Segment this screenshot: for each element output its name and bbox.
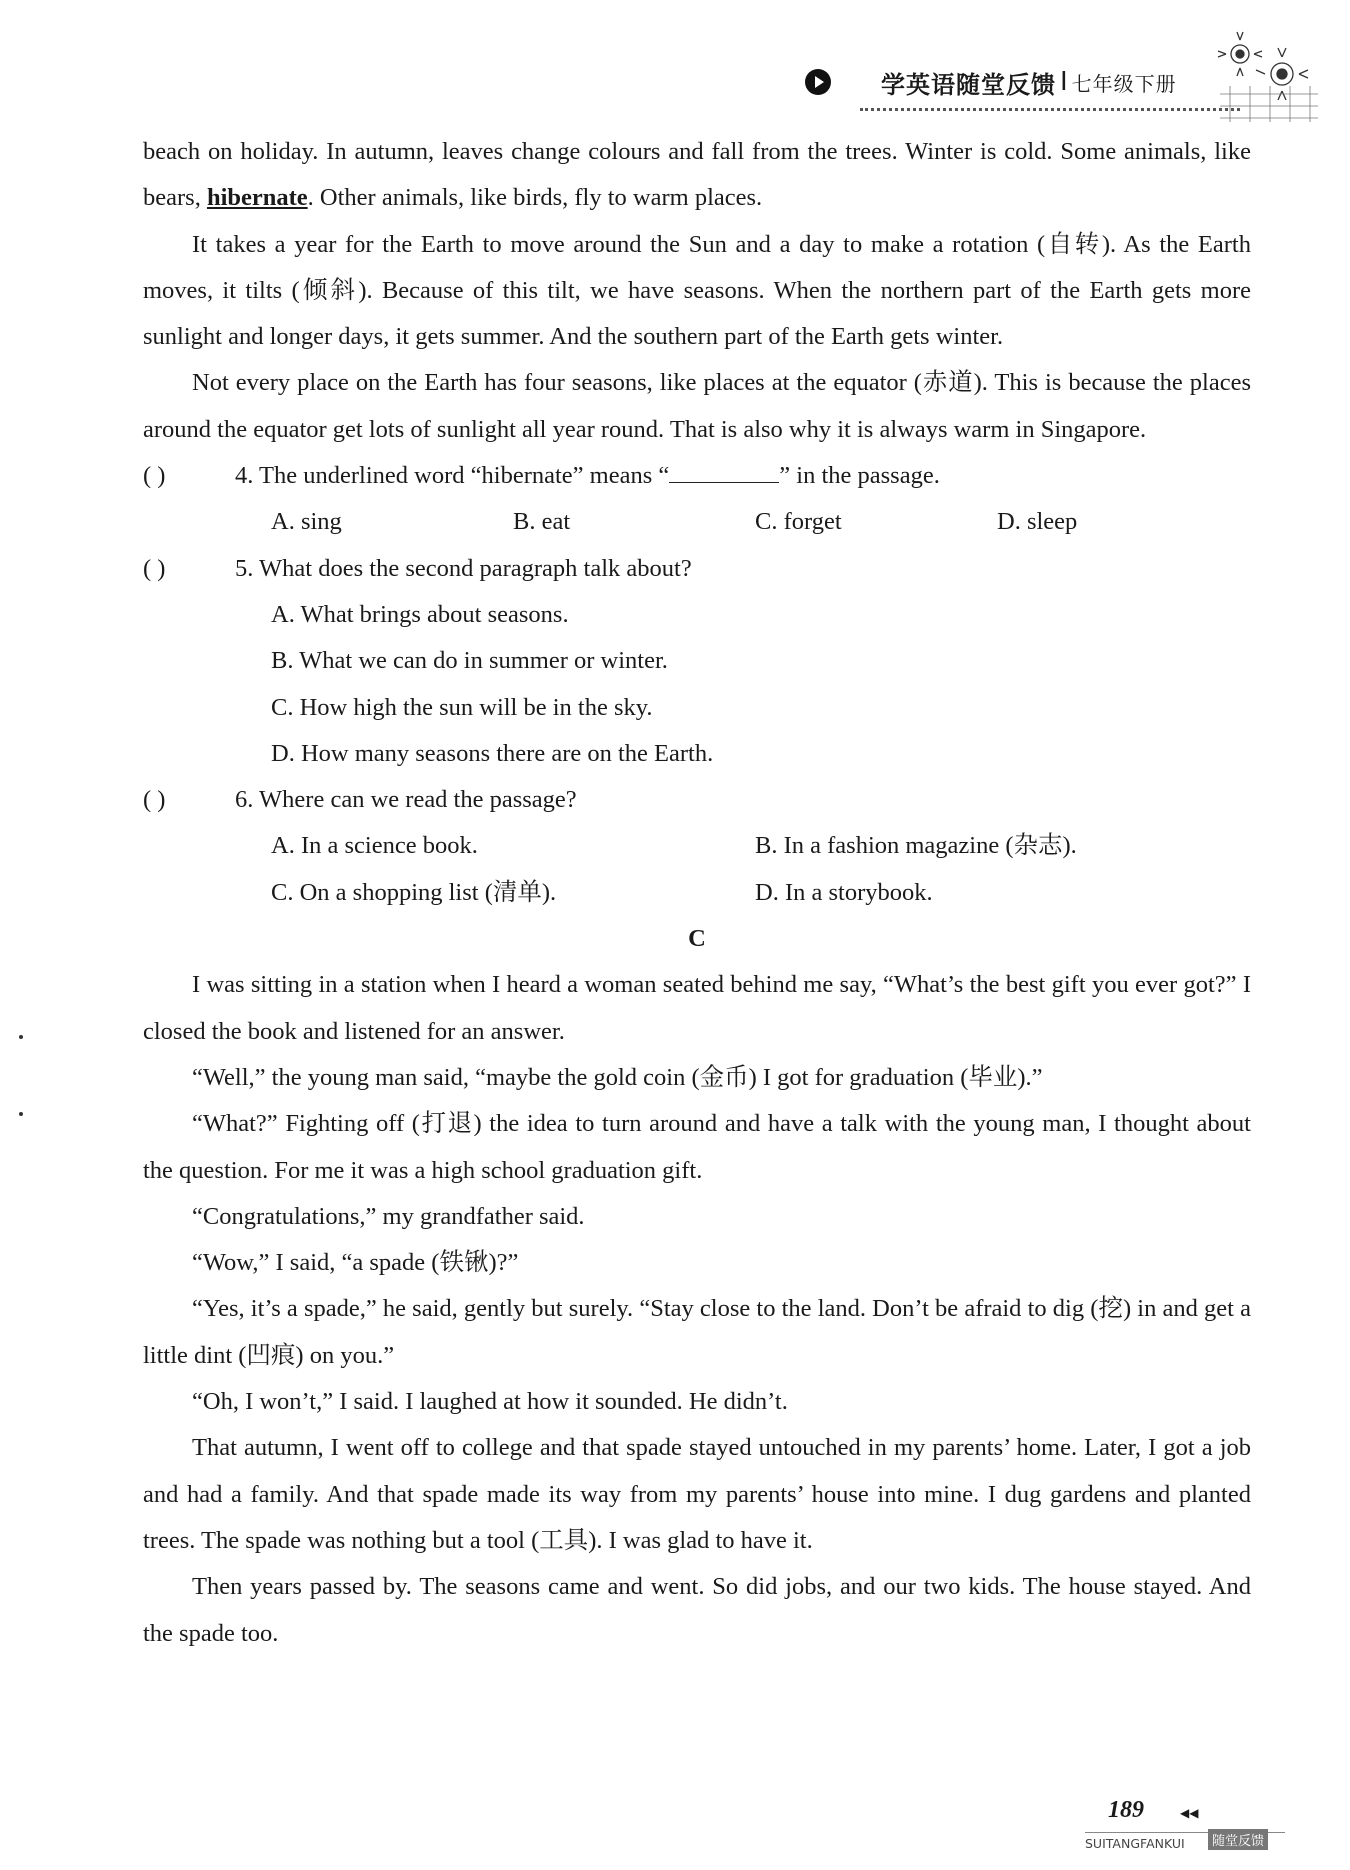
passage-c-paragraph: “Congratulations,” my grandfather said. <box>192 1202 585 1230</box>
passage-c-paragraph: “Wow,” I said, “a spade (铁锹)?” <box>192 1249 519 1277</box>
question-stem-end: ” in the passage. <box>779 462 940 490</box>
margin-dot <box>19 1035 23 1039</box>
header-separator: I <box>1060 67 1068 97</box>
passage-b-paragraph-2: It takes a year for the Earth to move around the Sun and a day to make a rotation (自转). As the Earth moves, it tilts (倾斜). Because of this tilt, we have seasons. When the northern part of the Earth gets more sunlight and longer days, it gets summer. And the southern part of the Earth gets winter. <box>143 230 1251 351</box>
passage-c-paragraph: “What?” Fighting off (打退) the idea to turn around and have a talk with the young man, I thought about the question. For me it was a high school graduation gift. <box>143 1110 1251 1184</box>
page-body <box>143 129 1251 1657</box>
option-a: A. sing <box>271 508 342 536</box>
question-4-options <box>271 499 1251 545</box>
option-d: D. sleep <box>997 508 1078 536</box>
question-4 <box>143 453 1251 499</box>
option-b: B. In a fashion magazine (杂志). <box>755 832 1077 860</box>
passage-c-paragraph: “Yes, it’s a spade,” he said, gently but surely. “Stay close to the land. Don’t be afraid to dig (挖) in and get a little dint (凹痕) on you.” <box>143 1295 1251 1369</box>
option-c: C. How high the sun will be in the sky. <box>271 693 653 721</box>
sunflower-decoration-icon <box>1210 24 1328 124</box>
question-stem: 6. Where can we read the passage? <box>235 786 577 814</box>
option-b: B. What we can do in summer or winter. <box>271 647 668 675</box>
back-arrows-icon: ◀◀ <box>1180 1806 1199 1820</box>
passage-b-paragraph-3: Not every place on the Earth has four seasons, like places at the equator (赤道). This is because the places around the equator get lots of sunlight all year round. That is also why it is always warm in Singapore. <box>143 369 1251 443</box>
passage-c-paragraph: I was sitting in a station when I heard a woman seated behind me say, “What’s the best gift you ever got?” I closed the book and listened for an answer. <box>143 971 1251 1045</box>
question-stem: 5. What does the second paragraph talk about? <box>235 554 692 582</box>
margin-dot <box>19 1112 23 1116</box>
option-a: A. In a science book. <box>271 832 478 860</box>
option-d: D. In a storybook. <box>755 878 933 906</box>
option-a: A. What brings about seasons. <box>271 600 569 628</box>
passage-c-paragraph: “Well,” the young man said, “maybe the gold coin (金币) I got for graduation (毕业).” <box>192 1063 1043 1091</box>
paragraph-text: . Other animals, like birds, fly to warm places. <box>307 184 763 212</box>
option-b: B. eat <box>513 508 571 536</box>
underlined-word: hibernate <box>206 184 308 212</box>
book-title: 学英语随堂反馈 <box>881 70 1056 99</box>
question-6-options-row-2 <box>271 870 1251 916</box>
option-c: C. forget <box>755 508 842 536</box>
question-6 <box>143 777 1251 823</box>
passage-c-paragraph: “Oh, I won’t,” I said. I laughed at how it sounded. He didn’t. <box>192 1388 788 1416</box>
page-header <box>805 64 1177 100</box>
passage-c-paragraph: That autumn, I went off to college and that spade stayed untouched in my parents’ home. Later, I got a job and had a family. And that spade made its way from my parents’ house into mine. I dug gardens and planted trees. The spade was nothing but a tool (工具). I was glad to have it. <box>143 1434 1251 1554</box>
question-6-options-row-1 <box>271 823 1251 869</box>
passage-c-paragraph: Then years passed by. The seasons came and went. So did jobs, and our two kids. The house stayed. And the spade too. <box>143 1573 1251 1647</box>
question-stem: 4. The underlined word “hibernate” means “ <box>235 462 670 490</box>
option-d: D. How many seasons there are on the Earth. <box>271 739 714 767</box>
paragraph-text: beach on holiday. In autumn, leaves change colours and fall from the trees. Winter is cold. Some animals, like bears, <box>143 138 1251 212</box>
question-5 <box>143 546 1251 592</box>
play-icon <box>805 69 831 95</box>
header-dotted-rule <box>860 108 1240 111</box>
option-c: C. On a shopping list (清单). <box>271 878 557 906</box>
footer-badge: 随堂反馈 <box>1208 1829 1268 1850</box>
answer-bracket[interactable]: ( ) <box>143 462 166 490</box>
grade-label: 七年级下册 <box>1071 71 1177 96</box>
section-heading-c: C <box>688 925 706 953</box>
passage-b-paragraph-1 <box>143 129 1251 222</box>
page-number: 189 <box>1108 1797 1144 1823</box>
footer-label: SUITANGFANKUI <box>1085 1836 1185 1851</box>
answer-blank <box>669 462 779 483</box>
answer-bracket[interactable]: ( ) <box>143 554 166 582</box>
answer-bracket[interactable]: ( ) <box>143 786 166 814</box>
